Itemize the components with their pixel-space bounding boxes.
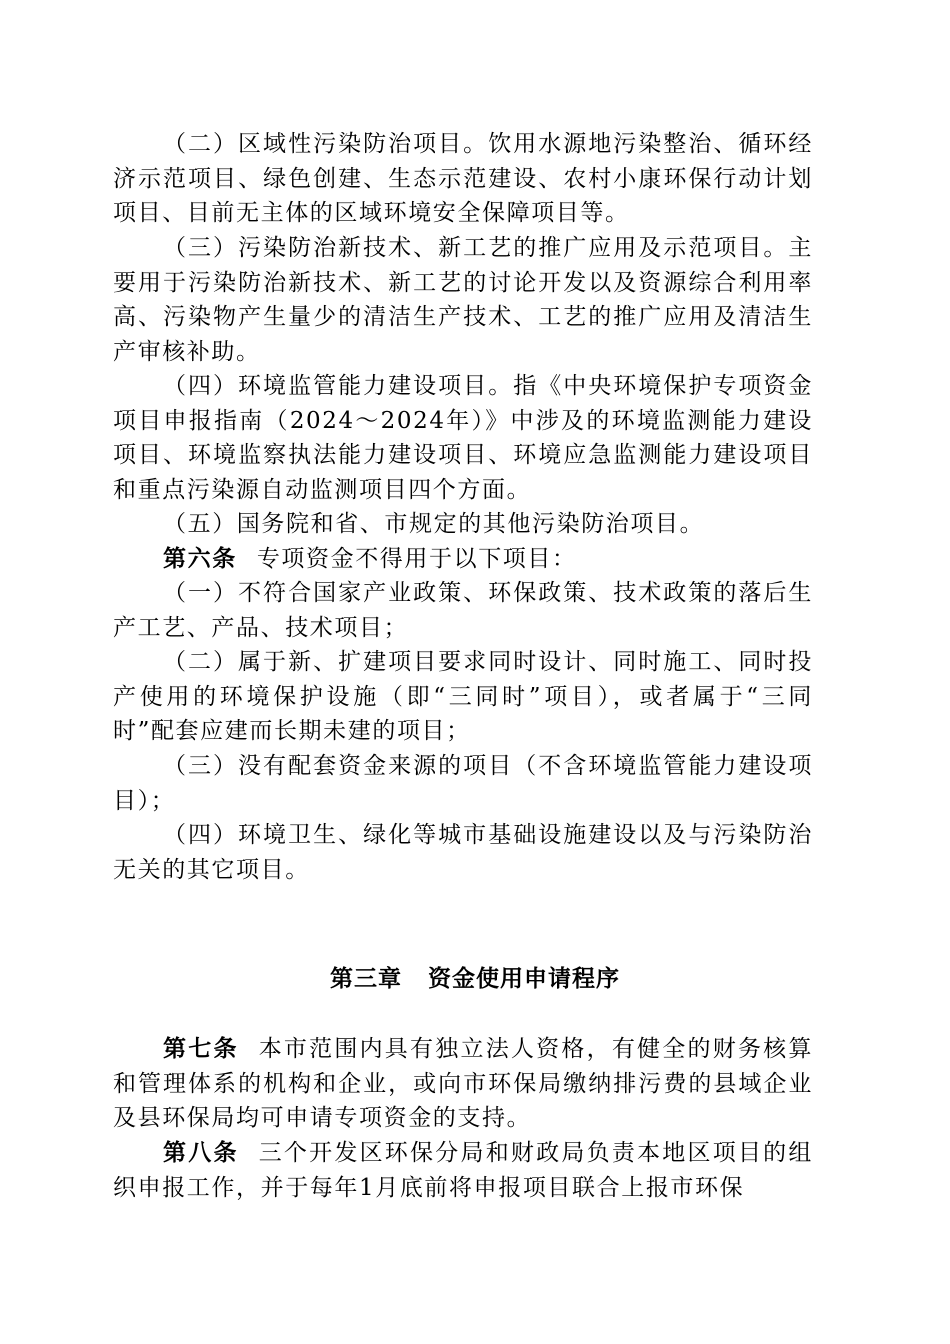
chapter-heading [0,960,950,993]
article-eight-lead: 第八条 [163,1140,239,1166]
article-eight [113,1136,813,1205]
clause-two-regional-projects: （二）区域性污染防治项目。饮用水源地污染整治、循环经济示范项目、绿色创建、生态示范建设、农村小康环保行动计划项目、目前无主体的区域环境安全保障项目等。 [113,131,813,227]
exclusion-one: （一）不符合国家产业政策、环保政策、技术政策的落后生产工艺、产品、技术项目； [113,580,813,641]
chapter-title: 资金使用申请程序 [428,966,620,992]
article-six-text: 专项资金不得用于以下项目： [256,546,577,572]
article-six-lead: 第六条 [163,546,237,572]
clause-five-other-projects: （五）国务院和省、市规定的其他污染防治项目。 [163,511,705,537]
article-seven-lead: 第七条 [163,1036,239,1062]
clause-four-monitoring-capacity: （四）环境监管能力建设项目。指《中央环境保护专项资金项目申报指南（2024～2024年）》中涉及的环境监测能力建设项目、环境监察执法能力建设项目、环境应急监测能力建设项目和重点污染源自动监测项目四个方面。 [113,373,813,503]
exclusion-two: （二）属于新、扩建项目要求同时设计、同时施工、同时投产使用的环境保护设施（即“三同时”项目），或者属于“三同时”配套应建而长期未建的项目； [113,649,813,745]
article-eight-text: 三个开发区环保分局和财政局负责本地区项目的组织申报工作，并于每年1月底前将申报项目联合上报市环保 [113,1140,813,1201]
article-seven [113,1032,813,1136]
article-six [113,542,813,577]
chapter-number: 第三章 [330,966,402,992]
exclusion-four: （四）环境卫生、绿化等城市基础设施建设以及与污染防治无关的其它项目。 [113,822,813,883]
clause-three-new-technology: （三）污染防治新技术、新工艺的推广应用及示范项目。主要用于污染防治新技术、新工艺的讨论开发以及资源综合利用率高、污染物产生量少的清洁生产技术、工艺的推广应用及清洁生产审核补助。 [113,235,813,365]
exclusion-three: （三）没有配套资金来源的项目（不含环境监管能力建设项目）； [113,753,813,814]
article-seven-text: 本市范围内具有独立法人资格，有健全的财务核算和管理体系的机构和企业，或向市环保局缴纳排污费的县域企业及县环保局均可申请专项资金的支持。 [113,1036,813,1132]
